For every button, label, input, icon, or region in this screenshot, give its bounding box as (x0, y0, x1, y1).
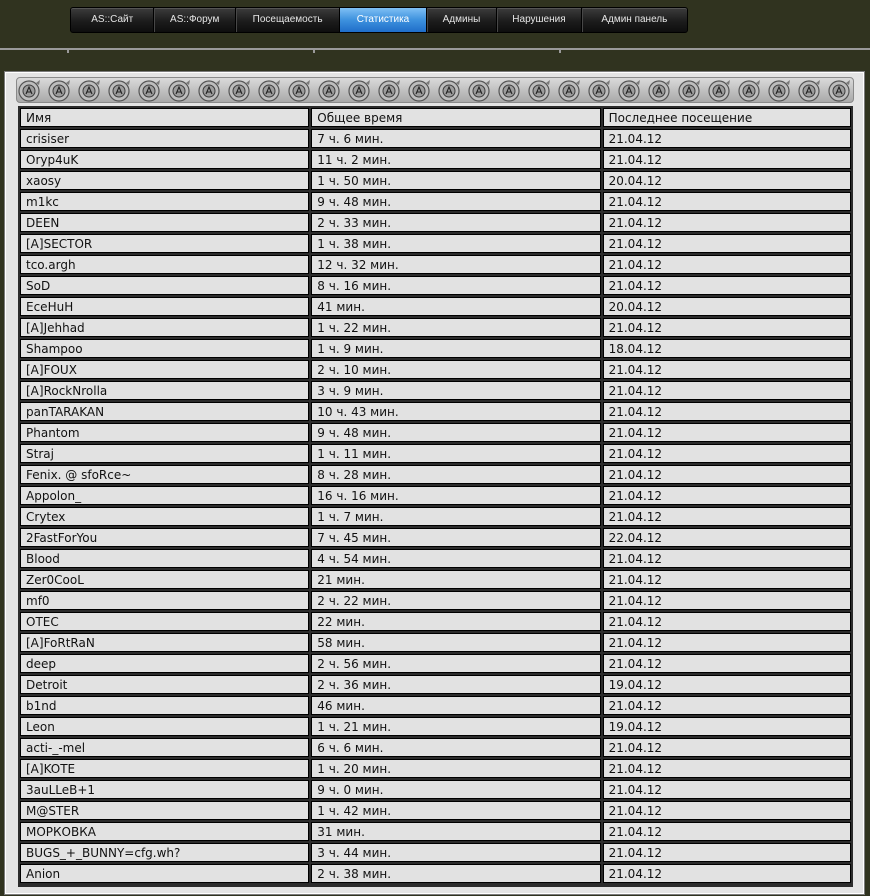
cell-total-time: 1 ч. 11 мин. (311, 444, 600, 463)
cell-last-visit: 21.04.12 (603, 696, 851, 715)
cell-last-visit: 21.04.12 (603, 801, 851, 820)
round-emblem-icon (289, 80, 310, 101)
cell-name: [A]FOUX (20, 360, 309, 379)
cell-last-visit: 21.04.12 (603, 843, 851, 862)
cell-last-visit: 21.04.12 (603, 507, 851, 526)
cell-name: Anion (20, 864, 309, 883)
round-emblem-icon (769, 80, 790, 101)
cell-last-visit: 21.04.12 (603, 192, 851, 211)
cell-last-visit: 21.04.12 (603, 402, 851, 421)
cell-last-visit: 21.04.12 (603, 423, 851, 442)
round-emblem-icon (19, 80, 40, 101)
table-row (20, 864, 851, 885)
cell-last-visit: 21.04.12 (603, 864, 851, 883)
table-row (20, 150, 851, 171)
table-row (20, 318, 851, 339)
cell-total-time: 1 ч. 21 мин. (311, 717, 600, 736)
cell-name: SoD (20, 276, 309, 295)
cell-name: Fenix. @ sfoRce~ (20, 465, 309, 484)
cell-name: [A]RockNrolla (20, 381, 309, 400)
cell-name: Detroit (20, 675, 309, 694)
cell-last-visit: 21.04.12 (603, 654, 851, 673)
cell-name: [A]Jehhad (20, 318, 309, 337)
cell-total-time: 9 ч. 48 мин. (311, 192, 600, 211)
statistics-table (18, 106, 853, 887)
cell-total-time: 16 ч. 16 мин. (311, 486, 600, 505)
cell-total-time: 2 ч. 10 мин. (311, 360, 600, 379)
cell-total-time: 8 ч. 28 мин. (311, 465, 600, 484)
table-row (20, 675, 851, 696)
cell-name: Zer0CooL (20, 570, 309, 589)
cell-last-visit: 21.04.12 (603, 444, 851, 463)
column-header: Имя (20, 108, 309, 127)
cell-last-visit: 21.04.12 (603, 381, 851, 400)
header-divider-tick (559, 48, 561, 53)
round-emblem-icon (709, 80, 730, 101)
cell-name: Straj (20, 444, 309, 463)
column-header: Общее время (311, 108, 600, 127)
cell-last-visit: 21.04.12 (603, 465, 851, 484)
table-row (20, 612, 851, 633)
cell-total-time: 9 ч. 48 мин. (311, 423, 600, 442)
top-navigation (70, 7, 688, 33)
round-emblem-icon (169, 80, 190, 101)
table-row (20, 465, 851, 486)
table-row (20, 276, 851, 297)
cell-total-time: 41 мин. (311, 297, 600, 316)
cell-name: Crytex (20, 507, 309, 526)
cell-total-time: 2 ч. 33 мин. (311, 213, 600, 232)
table-row (20, 633, 851, 654)
round-emblem-icon (619, 80, 640, 101)
cell-total-time: 2 ч. 36 мин. (311, 675, 600, 694)
round-emblem-icon (259, 80, 280, 101)
cell-name: Oryp4uK (20, 150, 309, 169)
cell-total-time: 46 мин. (311, 696, 600, 715)
cell-total-time: 1 ч. 38 мин. (311, 234, 600, 253)
cell-total-time: 10 ч. 43 мин. (311, 402, 600, 421)
cell-name: panTARAKAN (20, 402, 309, 421)
round-emblem-icon (349, 80, 370, 101)
cell-last-visit: 21.04.12 (603, 633, 851, 652)
cell-total-time: 3 ч. 44 мин. (311, 843, 600, 862)
table-row (20, 822, 851, 843)
header-divider-tick (313, 48, 315, 53)
cell-total-time: 21 мин. (311, 570, 600, 589)
cell-total-time: 7 ч. 6 мин. (311, 129, 600, 148)
table-row (20, 801, 851, 822)
table-row (20, 381, 851, 402)
cell-total-time: 3 ч. 9 мин. (311, 381, 600, 400)
header-divider-tick (67, 48, 69, 53)
cell-name: mf0 (20, 591, 309, 610)
cell-total-time: 2 ч. 38 мин. (311, 864, 600, 883)
table-row (20, 255, 851, 276)
round-emblem-icon (559, 80, 580, 101)
round-emblem-icon (739, 80, 760, 101)
nav-item-2[interactable]: Посещаемость (236, 8, 340, 32)
cell-total-time: 2 ч. 22 мин. (311, 591, 600, 610)
ornament-emblems (17, 78, 854, 103)
round-emblem-icon (139, 80, 160, 101)
cell-total-time: 8 ч. 16 мин. (311, 276, 600, 295)
cell-total-time: 11 ч. 2 мин. (311, 150, 600, 169)
table-row (20, 171, 851, 192)
cell-name: M@STER (20, 801, 309, 820)
cell-total-time: 1 ч. 42 мин. (311, 801, 600, 820)
table-row (20, 402, 851, 423)
cell-last-visit: 21.04.12 (603, 150, 851, 169)
round-emblem-icon (199, 80, 220, 101)
table-row (20, 780, 851, 801)
cell-last-visit: 21.04.12 (603, 276, 851, 295)
cell-total-time: 22 мин. (311, 612, 600, 631)
statistics-panel (5, 72, 864, 894)
cell-name: Leon (20, 717, 309, 736)
table-row (20, 843, 851, 864)
cell-name: b1nd (20, 696, 309, 715)
round-emblem-icon (679, 80, 700, 101)
cell-last-visit: 19.04.12 (603, 675, 851, 694)
nav-item-1[interactable]: AS::Форум (154, 8, 235, 32)
cell-total-time: 4 ч. 54 мин. (311, 549, 600, 568)
cell-name: [A]FoRtRaN (20, 633, 309, 652)
table-row (20, 213, 851, 234)
table-row (20, 339, 851, 360)
table-row (20, 192, 851, 213)
cell-last-visit: 21.04.12 (603, 612, 851, 631)
cell-last-visit: 20.04.12 (603, 297, 851, 316)
cell-last-visit: 19.04.12 (603, 717, 851, 736)
cell-name: DEEN (20, 213, 309, 232)
cell-last-visit: 21.04.12 (603, 255, 851, 274)
table-row (20, 129, 851, 150)
cell-last-visit: 21.04.12 (603, 570, 851, 589)
cell-name: EceHuH (20, 297, 309, 316)
cell-total-time: 31 мин. (311, 822, 600, 841)
cell-last-visit: 21.04.12 (603, 591, 851, 610)
nav-item-5[interactable]: Нарушения (497, 8, 581, 32)
table-row (20, 549, 851, 570)
nav-item-3[interactable]: Статистика (340, 8, 426, 32)
cell-name: 2FastForYou (20, 528, 309, 547)
cell-total-time: 12 ч. 32 мин. (311, 255, 600, 274)
round-emblem-icon (379, 80, 400, 101)
cell-name: deep (20, 654, 309, 673)
cell-total-time: 6 ч. 6 мин. (311, 738, 600, 757)
cell-last-visit: 21.04.12 (603, 318, 851, 337)
cell-last-visit: 21.04.12 (603, 213, 851, 232)
cell-total-time: 1 ч. 7 мин. (311, 507, 600, 526)
table-row (20, 486, 851, 507)
cell-last-visit: 21.04.12 (603, 129, 851, 148)
table-row (20, 717, 851, 738)
cell-name: m1kc (20, 192, 309, 211)
table-row (20, 423, 851, 444)
round-emblem-icon (49, 80, 70, 101)
table-row (20, 444, 851, 465)
table-row (20, 738, 851, 759)
table-row (20, 654, 851, 675)
cell-name: Appolon_ (20, 486, 309, 505)
cell-last-visit: 22.04.12 (603, 528, 851, 547)
round-emblem-icon (229, 80, 250, 101)
round-emblem-icon (499, 80, 520, 101)
table-row (20, 234, 851, 255)
round-emblem-icon (439, 80, 460, 101)
cell-last-visit: 20.04.12 (603, 171, 851, 190)
cell-name: crisiser (20, 129, 309, 148)
cell-last-visit: 21.04.12 (603, 759, 851, 778)
round-emblem-icon (469, 80, 490, 101)
table-row (20, 591, 851, 612)
cell-name: [A]SECTOR (20, 234, 309, 253)
round-emblem-icon (799, 80, 820, 101)
cell-total-time: 1 ч. 20 мин. (311, 759, 600, 778)
cell-name: xaosy (20, 171, 309, 190)
cell-name: acti-_-mel (20, 738, 309, 757)
cell-last-visit: 21.04.12 (603, 822, 851, 841)
cell-total-time: 9 ч. 0 мин. (311, 780, 600, 799)
cell-total-time: 1 ч. 50 мин. (311, 171, 600, 190)
round-emblem-icon (319, 80, 340, 101)
round-emblem-icon (829, 80, 850, 101)
table-row (20, 528, 851, 549)
table-row (20, 759, 851, 780)
cell-total-time: 58 мин. (311, 633, 600, 652)
cell-last-visit: 21.04.12 (603, 234, 851, 253)
cell-name: Blood (20, 549, 309, 568)
cell-last-visit: 21.04.12 (603, 486, 851, 505)
cell-name: Shampoo (20, 339, 309, 358)
cell-last-visit: 18.04.12 (603, 339, 851, 358)
cell-name: 3auLLeB+1 (20, 780, 309, 799)
table-row (20, 507, 851, 528)
cell-name: Phantom (20, 423, 309, 442)
cell-total-time: 1 ч. 9 мин. (311, 339, 600, 358)
cell-total-time: 2 ч. 56 мин. (311, 654, 600, 673)
cell-total-time: 7 ч. 45 мин. (311, 528, 600, 547)
cell-last-visit: 21.04.12 (603, 780, 851, 799)
ornament-bar (16, 77, 854, 103)
table-row (20, 360, 851, 381)
cell-last-visit: 21.04.12 (603, 360, 851, 379)
round-emblem-icon (649, 80, 670, 101)
table-row (20, 570, 851, 591)
cell-name: МОРКОВКА (20, 822, 309, 841)
round-emblem-icon (589, 80, 610, 101)
round-emblem-icon (529, 80, 550, 101)
cell-total-time: 1 ч. 22 мин. (311, 318, 600, 337)
table-row (20, 297, 851, 318)
nav-item-4[interactable]: Админы (427, 8, 498, 32)
round-emblem-icon (79, 80, 100, 101)
cell-last-visit: 21.04.12 (603, 549, 851, 568)
nav-item-6[interactable]: Админ панель (601, 14, 668, 25)
cell-name: BUGS_+_BUNNY=cfg.wh? (20, 843, 309, 862)
cell-last-visit: 21.04.12 (603, 738, 851, 757)
nav-item-0[interactable]: AS::Сайт (71, 8, 154, 32)
cell-name: OTEC (20, 612, 309, 631)
header-divider (0, 48, 870, 50)
cell-name: tco.argh (20, 255, 309, 274)
round-emblem-icon (409, 80, 430, 101)
cell-name: [A]KOTE (20, 759, 309, 778)
column-header: Последнее посещение (603, 108, 851, 127)
table-row (20, 696, 851, 717)
round-emblem-icon (109, 80, 130, 101)
table-header-row (20, 108, 851, 129)
